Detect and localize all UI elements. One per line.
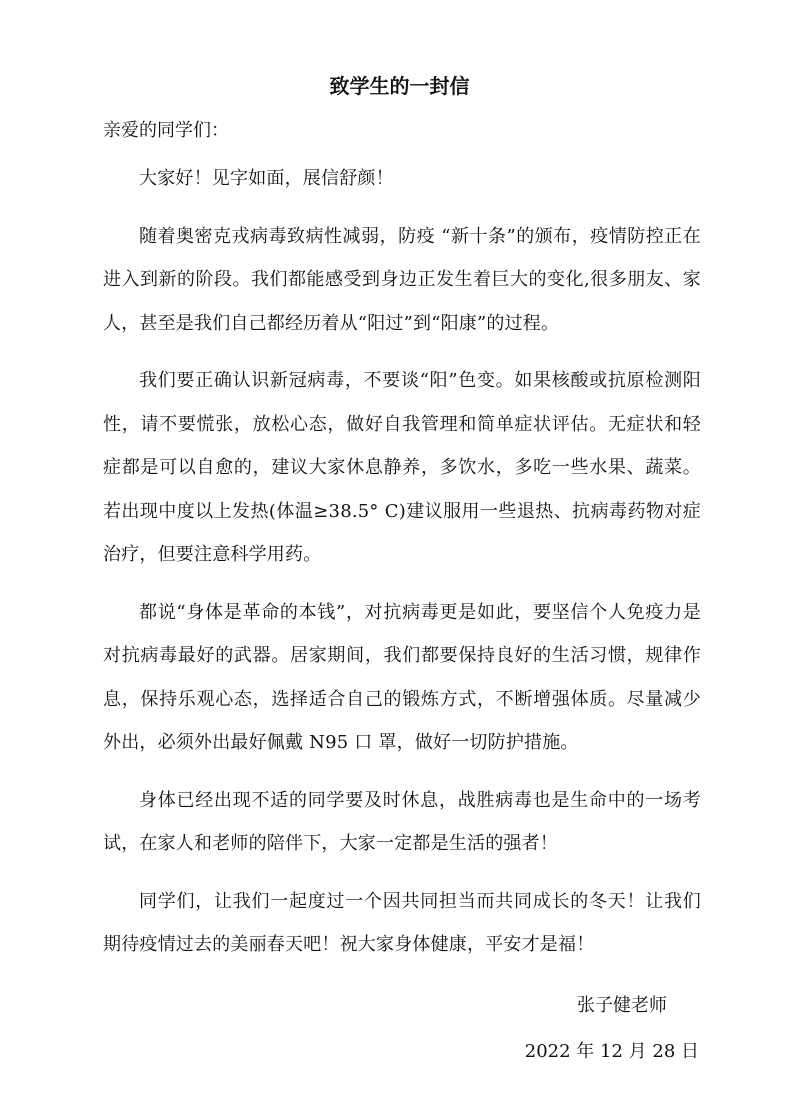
letter-title: 致学生的一封信 [329, 74, 470, 98]
paragraph-greeting: 大家好！见字如面，展信舒颜！ [139, 168, 394, 189]
paragraph-immunity: 都说“身体是革命的本钱”，对抗病毒更是如此，要坚信个人免疫力是对抗病毒最好的武器。居家期间，我们都要保持良好的生活习惯，规律作息，保持乐观心态，选择适合自己的锻炼方式，不断增强体质。尽量减少外出，必须外出最好佩戴 N95 口 罩，做好一切防护措施。 [103, 601, 701, 753]
paragraph-closing: 同学们，让我们一起度过一个因共同担当而共同成长的冬天！让我们期待疫情过去的美丽春天吧！祝大家身体健康，平安才是福！ [103, 890, 701, 955]
salutation: 亲爱的同学们： [103, 120, 229, 141]
paragraph-policy: 随着奥密克戎病毒致病性减弱，防疫 “新十条”的颁布，疫情防控正在进入到新的阶段。我们都能感受到身边正发生着巨大的变化,很多朋友、家人，甚至是我们自己都经历着从“阳过”到“阳康”的过程。 [103, 225, 701, 334]
paragraph-rest: 身体已经出现不适的同学要及时休息，战胜病毒也是生命中的一场考试，在家人和老师的陪伴下，大家一定都是生活的强者！ [103, 789, 701, 854]
paragraph-advice: 我们要正确认识新冠病毒，不要谈“阳”色变。如果核酸或抗原检测阳性，请不要慌张，放松心态，做好自我管理和简单症状评估。无症状和轻症都是可以自愈的，建议大家休息静养，多饮水，多吃一些水果、蔬菜。若出现中度以上发热(体温≥38.5° C)建议服用一些退热、抗病毒药物对症治疗，但要注意科学用药。 [103, 370, 701, 565]
signature: 张子健老师 [577, 995, 667, 1016]
letter-date: 2022 年 12 月 28 日 [524, 1041, 699, 1062]
letter-body [103, 157, 701, 981]
